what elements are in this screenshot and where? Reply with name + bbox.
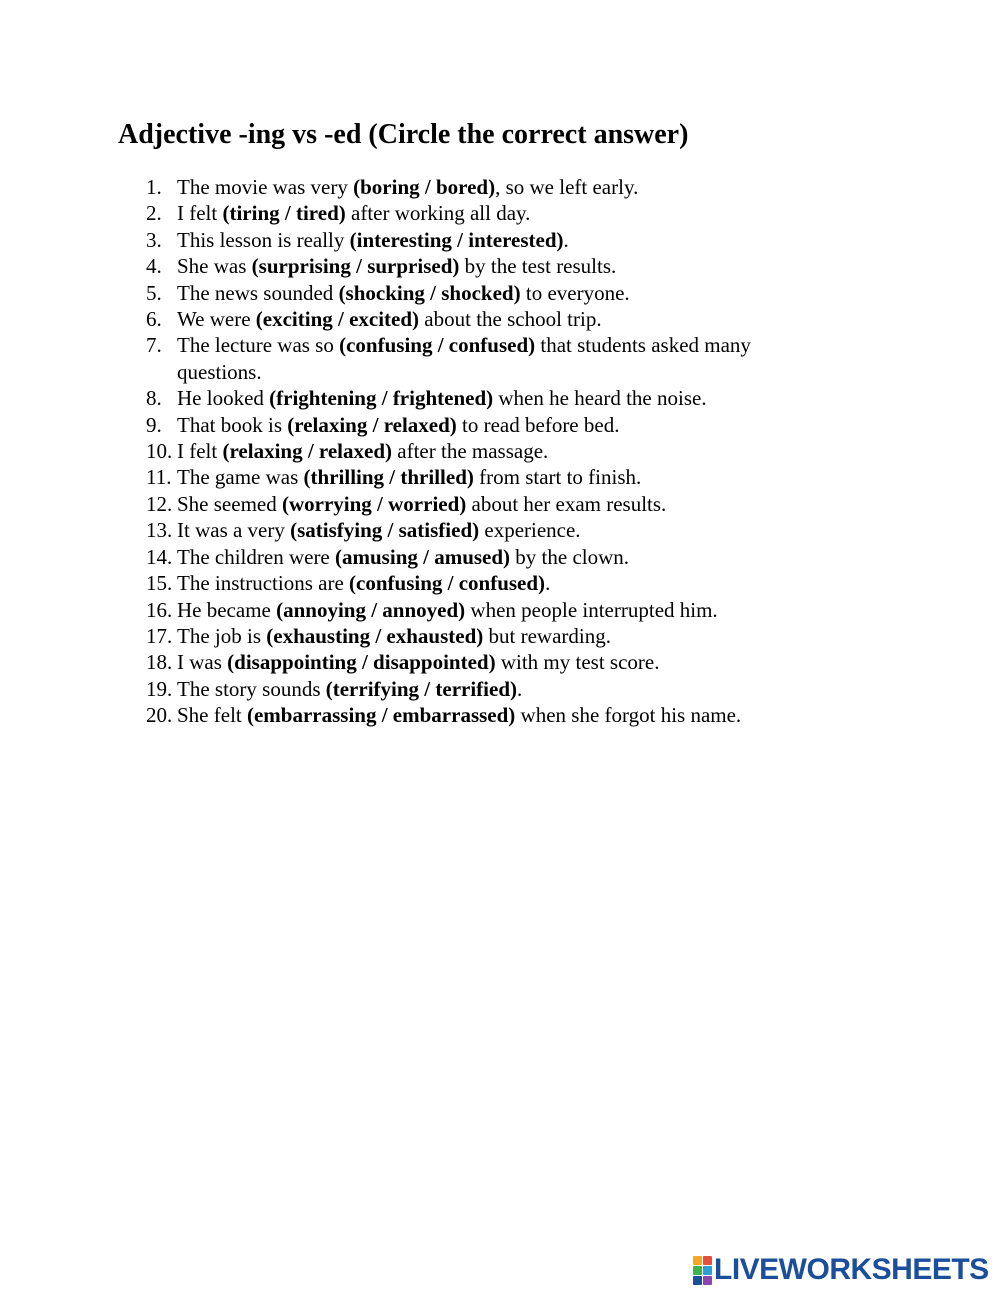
logo-block [703, 1266, 712, 1275]
question-item [146, 702, 826, 728]
question-number: 20. [146, 703, 173, 728]
question-number: 7. [146, 333, 162, 358]
question-text [177, 280, 826, 306]
question-text [177, 570, 826, 596]
question-text [177, 649, 826, 675]
liveworksheets-logo[interactable] [693, 1254, 989, 1286]
question-number: 18. [146, 650, 173, 675]
question-text-before: That book is [177, 412, 288, 437]
question-text-after: when people interrupted him. [465, 597, 718, 622]
question-text [177, 227, 826, 253]
question-text-after: . [545, 571, 551, 596]
question-text-before: The lecture was so [177, 333, 340, 358]
question-item [146, 306, 826, 332]
worksheet-title: Adjective -ing vs -ed (Circle the correct answer) [118, 119, 689, 150]
question-number: 15. [146, 571, 173, 596]
question-item [146, 253, 826, 279]
question-text-after: with my test score. [495, 650, 660, 675]
answer-choice[interactable]: (satisfying / satisfied) [290, 518, 480, 543]
question-text [177, 385, 826, 411]
question-text-after: . [517, 676, 523, 701]
logo-text: LIVEWORKSHEETS [714, 1253, 989, 1286]
question-text-after: by the test results. [459, 254, 617, 279]
answer-choice[interactable]: (interesting / interested) [349, 227, 564, 252]
question-text-before: This lesson is really [177, 227, 350, 252]
question-text-before: It was a very [177, 518, 291, 543]
question-item [146, 174, 826, 200]
question-text-before: The job is [177, 623, 267, 648]
answer-choice[interactable]: (tiring / tired) [222, 201, 346, 226]
question-number: 6. [146, 307, 162, 332]
question-item [146, 570, 826, 596]
question-text-after: about her exam results. [466, 491, 667, 516]
question-text [177, 332, 826, 385]
question-number: 19. [146, 676, 173, 701]
question-text [177, 517, 826, 543]
liveworksheets-logo-icon [693, 1256, 711, 1284]
question-item [146, 227, 826, 253]
question-text-after: from start to finish. [473, 465, 642, 490]
question-text-before: The story sounds [177, 676, 326, 701]
question-item [146, 597, 826, 623]
question-number: 9. [146, 412, 162, 437]
question-number: 17. [146, 623, 173, 648]
question-text-before: The game was [177, 465, 304, 490]
question-number: 2. [146, 201, 162, 226]
question-text [177, 623, 826, 649]
question-text-before: He looked [177, 386, 270, 411]
answer-choice[interactable]: (boring / bored) [353, 175, 496, 199]
question-text-after: . [563, 227, 569, 252]
question-text-after: after the massage. [392, 439, 549, 464]
question-item [146, 491, 826, 517]
question-number: 11. [146, 465, 172, 490]
question-item [146, 412, 826, 438]
logo-block [703, 1276, 712, 1285]
logo-block [703, 1256, 712, 1265]
question-item [146, 280, 826, 306]
question-text [177, 174, 826, 200]
logo-block [693, 1266, 702, 1275]
question-text [177, 676, 826, 702]
question-item [146, 200, 826, 226]
answer-choice[interactable]: (surprising / surprised) [251, 254, 460, 279]
question-text-before: He became [177, 597, 277, 622]
question-text-before: I was [177, 650, 228, 675]
question-text-before: The children were [177, 544, 336, 569]
answer-choice[interactable]: (frightening / frightened) [269, 386, 494, 411]
question-item [146, 676, 826, 702]
logo-block [693, 1256, 702, 1265]
answer-choice[interactable]: (relaxing / relaxed) [287, 412, 457, 437]
answer-choice[interactable]: (disappointing / disappointed) [227, 650, 496, 675]
question-number: 12. [146, 491, 173, 516]
question-text [177, 597, 826, 623]
question-item [146, 623, 826, 649]
question-item [146, 517, 826, 543]
logo-block [693, 1276, 702, 1285]
question-number: 16. [146, 597, 173, 622]
question-text [177, 544, 826, 570]
question-text-after: that students asked many questions. [177, 333, 751, 384]
answer-choice[interactable]: (relaxing / relaxed) [222, 439, 393, 464]
question-text [177, 306, 826, 332]
question-text-after: after working all day. [345, 201, 531, 226]
question-number: 1. [146, 175, 162, 199]
question-number: 3. [146, 227, 162, 252]
question-text [177, 702, 826, 728]
question-item [146, 544, 826, 570]
question-text-after: when he heard the noise. [493, 386, 707, 411]
question-text-before: We were [177, 307, 256, 332]
question-list [146, 174, 826, 729]
question-text-before: She was [177, 254, 252, 279]
question-item [146, 464, 826, 490]
question-text [177, 412, 826, 438]
answer-choice[interactable]: (shocking / shocked) [338, 280, 521, 305]
question-item [146, 438, 826, 464]
question-text-before: The news sounded [177, 280, 339, 305]
answer-choice[interactable]: (confusing / confused) [339, 333, 536, 358]
question-number: 10. [146, 439, 173, 464]
question-text-before: The movie was very [177, 175, 354, 199]
question-number: 14. [146, 544, 173, 569]
question-text-after: by the clown. [510, 544, 630, 569]
answer-choice[interactable]: (exciting / excited) [255, 307, 420, 332]
answer-choice[interactable]: (thrilling / thrilled) [303, 465, 474, 490]
answer-choice[interactable]: (embarrassing / embarrassed) [246, 703, 516, 728]
answer-choice[interactable]: (annoying / annoyed) [276, 597, 466, 622]
question-text [177, 253, 826, 279]
question-text-after: to everyone. [520, 280, 630, 305]
answer-choice[interactable]: (terrifying / terrified) [325, 676, 517, 701]
question-item [146, 649, 826, 675]
question-text-after: but rewarding. [483, 623, 611, 648]
question-number: 8. [146, 386, 162, 411]
question-item [146, 385, 826, 411]
question-text-after: to read before bed. [456, 412, 620, 437]
question-text-after: , so we left early. [495, 175, 639, 199]
answer-choice[interactable]: (exhausting / exhausted) [266, 623, 484, 648]
question-number: 5. [146, 280, 162, 305]
question-text [177, 464, 826, 490]
question-number: 4. [146, 254, 162, 279]
question-text-after: about the school trip. [419, 307, 602, 332]
question-text [177, 200, 826, 226]
question-text-after: when she forgot his name. [515, 703, 742, 728]
question-number: 13. [146, 518, 173, 543]
question-text-before: I felt [177, 439, 223, 464]
question-text-before: I felt [177, 201, 223, 226]
question-text [177, 491, 826, 517]
question-text-before: The instructions are [177, 571, 350, 596]
question-item [146, 332, 826, 385]
answer-choice[interactable]: (worrying / worried) [281, 491, 467, 516]
answer-choice[interactable]: (confusing / confused) [349, 571, 546, 596]
question-text-before: She felt [177, 703, 247, 728]
question-text [177, 438, 826, 464]
question-text-after: experience. [479, 518, 581, 543]
question-text-before: She seemed [177, 491, 282, 516]
answer-choice[interactable]: (amusing / amused) [335, 544, 511, 569]
